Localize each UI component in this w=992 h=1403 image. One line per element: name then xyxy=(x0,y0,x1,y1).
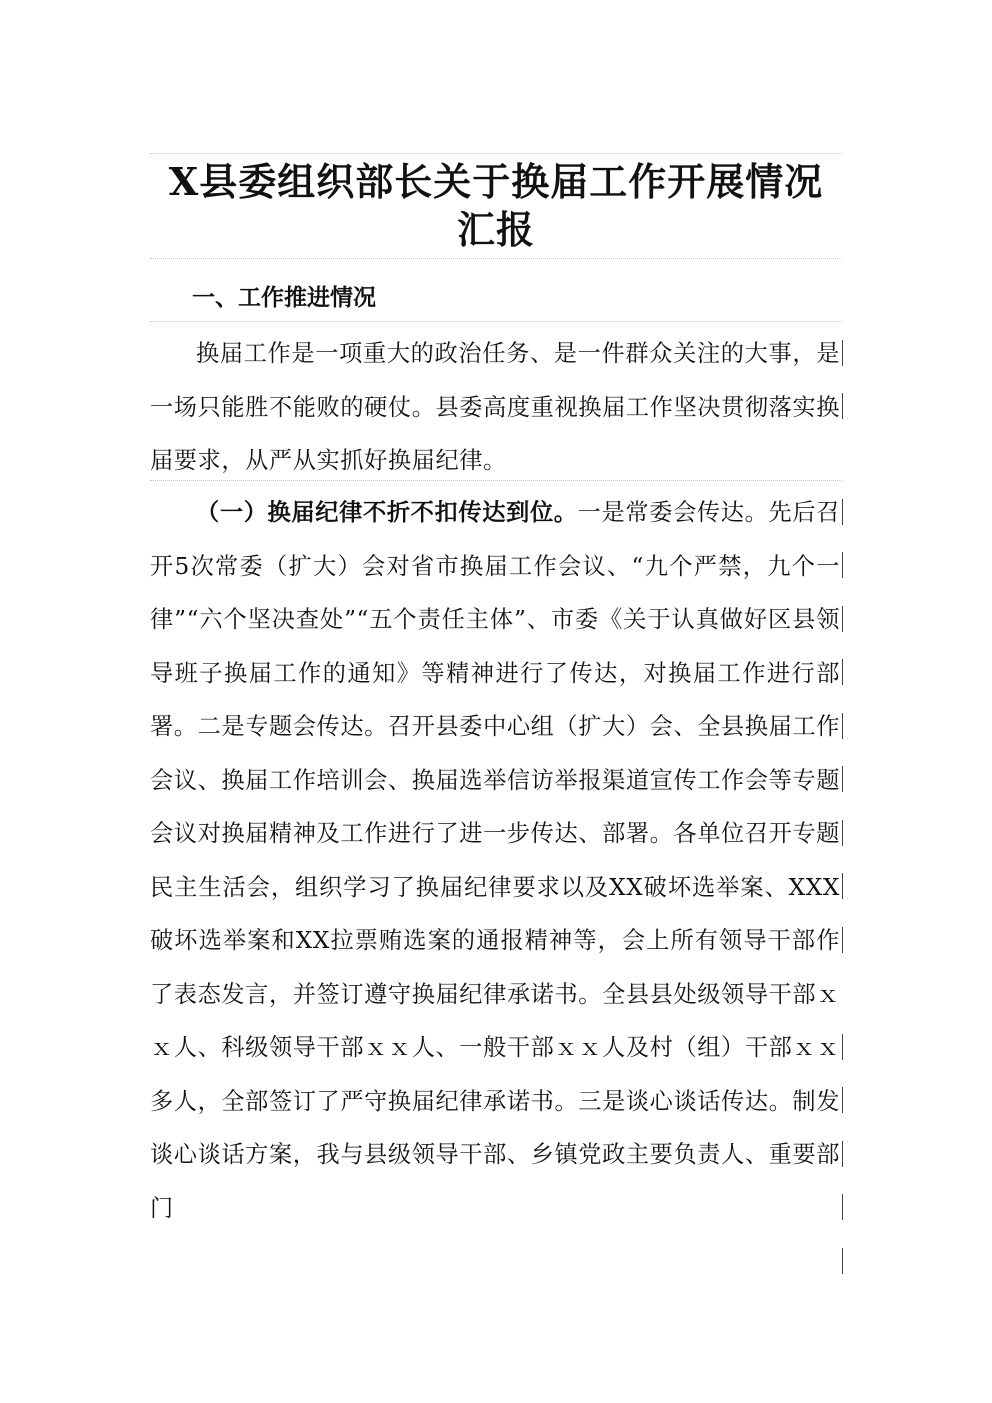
margin-mark xyxy=(842,606,843,632)
paragraph-lead: （一）换届纪律不折不扣传达到位。 xyxy=(196,499,578,526)
margin-mark xyxy=(842,1194,843,1220)
margin-mark xyxy=(842,927,843,953)
margin-mark xyxy=(842,873,843,899)
margin-mark xyxy=(842,499,843,525)
layout-rule xyxy=(150,258,842,259)
paragraph-intro: 换届工作是一项重大的政治任务、是一件群众关注的大事，是一场只能胜不能败的硬仗。县委高度重视换届工作坚决贯彻落实换届要求，从严从实抓好换届纪律。 xyxy=(150,340,840,474)
margin-mark xyxy=(842,713,843,739)
paragraph-body: 一是常委会传达。先后召开5次常委（扩大）会对省市换届工作会议、“九个严禁，九个一律”“六个坚决查处”“五个责任主体”、市委《关于认真做好区县领导班子换届工作的通知》等精神进行了传达，对换届工作进行部署。二是专题会传达。召开县委中心组（扩大）会、全县换届工作会议、换届工作培训会、换届选举信访举报渠道宣传工作会等专题会议对换届精神及工作进行了进一步传达、部署。各单位召开专题民主生活会，组织学习了换届纪律要求以及XX破坏选举案、XXX破坏选举案和XX拉票贿选案的通报精神等，会上所有领导干部作了表态发言，并签订遵守换届纪律承诺书。全县县处级领导干部ｘｘ人、科级领导干部ｘｘ人、一般干部ｘｘ人及村（组）干部ｘｘ多人，全部签订了严守换届纪律承诺书。三是谈心谈话传达。制发谈心谈话方案，我与县级领导干部、乡镇党政主要负责人、重要部门 xyxy=(150,499,840,1222)
right-margin-marks xyxy=(842,0,844,1403)
margin-mark xyxy=(842,820,843,846)
document-title: X县委组织部长关于换届工作开展情况汇报 xyxy=(168,159,824,252)
layout-rule xyxy=(150,480,842,481)
margin-mark xyxy=(842,552,843,578)
layout-rule xyxy=(150,153,842,154)
margin-mark xyxy=(842,1248,843,1274)
margin-mark xyxy=(842,340,843,366)
margin-mark xyxy=(842,1034,843,1060)
margin-mark xyxy=(842,1087,843,1113)
margin-mark xyxy=(842,766,843,792)
margin-mark xyxy=(842,1141,843,1167)
layout-rule xyxy=(150,321,842,322)
paragraph-discipline xyxy=(150,486,840,1235)
section-heading: 一、工作推进情况 xyxy=(192,285,376,311)
margin-mark xyxy=(842,393,843,419)
margin-mark xyxy=(842,659,843,685)
